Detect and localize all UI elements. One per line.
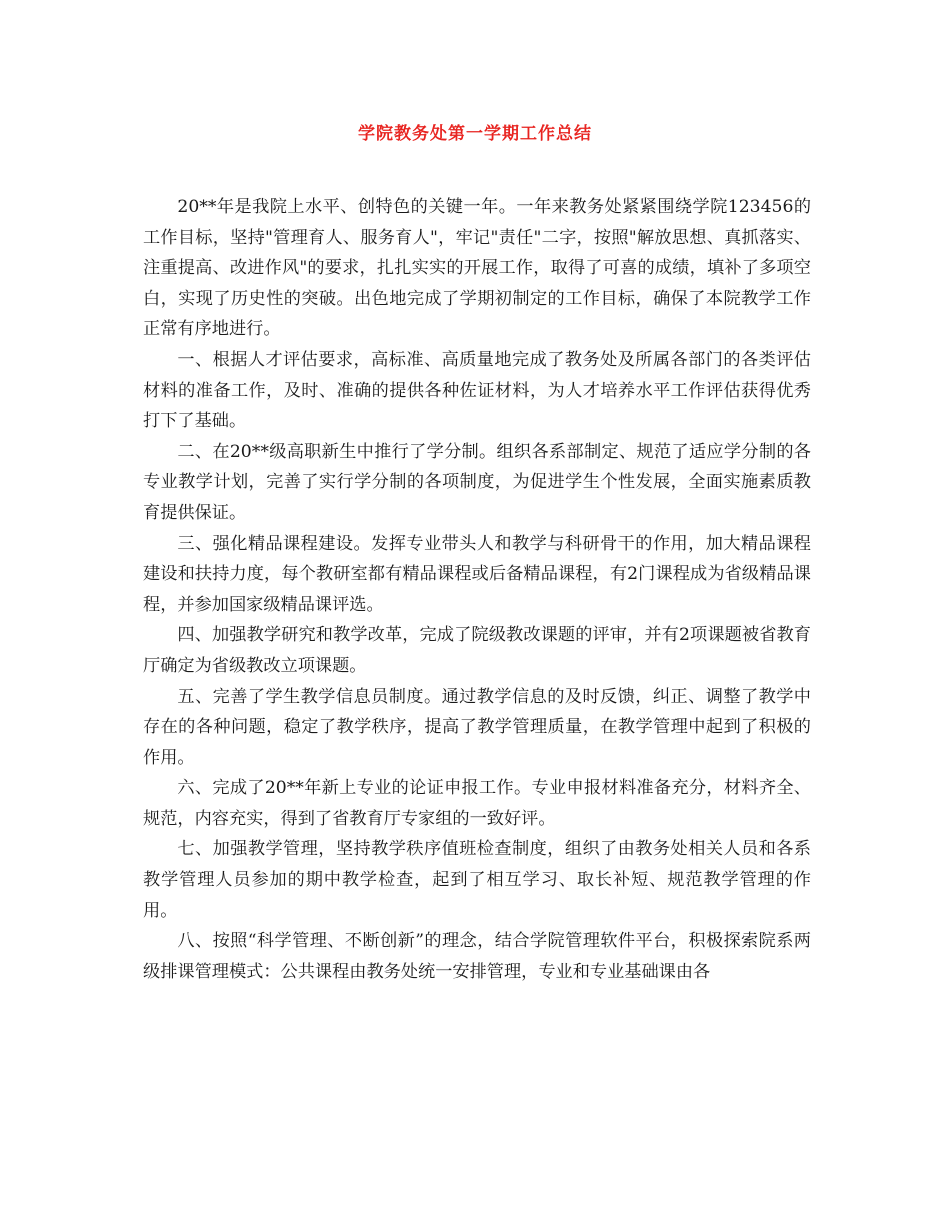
paragraph-item-7: 七、加强教学管理，坚持教学秩序值班检查制度，组织了由教务处相关人员和各系教学管理人员参加的期中教学检查，起到了相互学习、取长补短、规范教学管理的作用。 <box>143 839 811 921</box>
paragraph-item-6: 六、完成了20**年新上专业的论证申报工作。专业申报材料准备充分，材料齐全、规范，内容充实，得到了省教育厅专家组的一致好评。 <box>143 778 811 829</box>
paragraph-item-5: 五、完善了学生教学信息员制度。通过教学信息的及时反馈，纠正、调整了教学中存在的各种问题，稳定了教学秩序，提高了教学管理质量，在教学管理中起到了积极的作用。 <box>143 686 811 768</box>
document-title: 学院教务处第一学期工作总结 <box>358 124 592 144</box>
paragraph-intro: 20**年是我院上水平、创特色的关键一年。一年来教务处紧紧围绕学院123456的工作目标，坚持"管理育人、服务育人"，牢记"责任"二字，按照"解放思想、真抓落实、注重提高、改进作风"的要求，扎扎实实的开展工作，取得了可喜的成绩，填补了多项空白，实现了历史性的突破。出色地完成了学期初制定的工作目标，确保了本院教学工作正常有序地进行。 <box>143 197 812 340</box>
paragraph-item-3: 三、强化精品课程建设。发挥专业带头人和教学与科研骨干的作用，加大精品课程建设和扶持力度，每个教研室都有精品课程或后备精品课程，有2门课程成为省级精品课程，并参加国家级精品课评选。 <box>143 533 811 615</box>
document-body <box>143 192 811 987</box>
paragraph-item-4: 四、加强教学研究和教学改革，完成了院级教改课题的评审，并有2项课题被省教育厅确定为省级教改立项课题。 <box>143 625 811 676</box>
paragraph-item-2: 二、在20**级高职新生中推行了学分制。组织各系部制定、规范了适应学分制的各专业教学计划，完善了实行学分制的各项制度，为促进学生个性发展，全面实施素质教育提供保证。 <box>143 441 811 523</box>
paragraph-item-1: 一、根据人才评估要求，高标准、高质量地完成了教务处及所属各部门的各类评估材料的准备工作，及时、准确的提供各种佐证材料，为人才培养水平工作评估获得优秀打下了基础。 <box>143 349 811 432</box>
paragraph-item-8: 八、按照“科学管理、不断创新”的理念，结合学院管理软件平台，积极探索院系两级排课管理模式：公共课程由教务处统一安排管理，专业和专业基础课由各 <box>143 931 811 982</box>
